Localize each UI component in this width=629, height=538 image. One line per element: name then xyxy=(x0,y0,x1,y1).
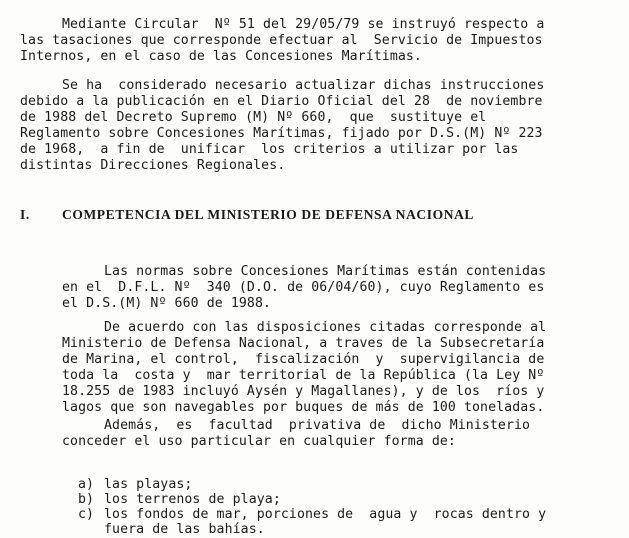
text-line: Internos, en el caso de las Concesiones Marítimas. xyxy=(20,49,422,64)
list-item-text: fuera de las bahías. xyxy=(104,522,265,537)
text-line: toda la costa y mar territorial de la República (la Ley Nº xyxy=(62,368,545,383)
text-line: Ministerio de Defensa Nacional, a traves de la Subsecretaría xyxy=(62,336,545,351)
text-line: las tasaciones que corresponde efectuar al Servicio de Impuestos xyxy=(20,33,543,48)
section-number: I. xyxy=(20,207,30,222)
text-line: de 1968, a fin de unificar los criterios a utilizar por las xyxy=(20,142,519,157)
text-line: lagos que son navegables por buques de más de 100 toneladas. xyxy=(62,400,545,415)
text-line: de Marina, el control, fiscalización y supervigilancia de xyxy=(62,352,545,367)
text-line: conceder el uso particular en cualquier forma de: xyxy=(62,434,456,449)
text-line: el D.S.(M) Nº 660 de 1988. xyxy=(62,296,272,311)
text-line: 18.255 de 1983 incluyó Aysén y Magallanes), y de los ríos y xyxy=(62,384,545,399)
text-line: Reglamento sobre Concesiones Marítimas, fijado por D.S.(M) Nº 223 xyxy=(20,126,543,141)
text-line: debido a la publicación en el Diario Oficial del 28 de noviembre xyxy=(20,94,543,109)
text-line: de 1988 del Decreto Supremo (M) Nº 660, que sustituye el xyxy=(20,110,487,125)
list-marker: b) xyxy=(78,492,94,507)
text-line: Mediante Circular Nº 51 del 29/05/79 se instruyó respecto a xyxy=(62,17,545,32)
text-line: Se ha considerado necesario actualizar dichas instrucciones xyxy=(62,78,545,93)
list-item-text: los terrenos de playa; xyxy=(104,492,281,507)
section-title: COMPETENCIA DEL MINISTERIO DE DEFENSA NACIONAL xyxy=(62,207,475,222)
list-marker: c) xyxy=(78,507,94,522)
text-line: Además, es facultad privativa de dicho Ministerio xyxy=(104,418,531,433)
list-marker: a) xyxy=(78,477,94,492)
list-item-text: las playas; xyxy=(104,477,193,492)
list-item-text: los fondos de mar, porciones de agua y rocas dentro y xyxy=(104,507,547,522)
text-line: Las normas sobre Concesiones Marítimas están contenidas xyxy=(104,264,547,279)
text-line: en el D.F.L. Nº 340 (D.O. de 06/04/60), cuyo Reglamento es xyxy=(62,280,545,295)
text-line: De acuerdo con las disposiciones citadas corresponde al xyxy=(104,320,547,335)
text-line: distintas Direcciones Regionales. xyxy=(20,158,286,173)
